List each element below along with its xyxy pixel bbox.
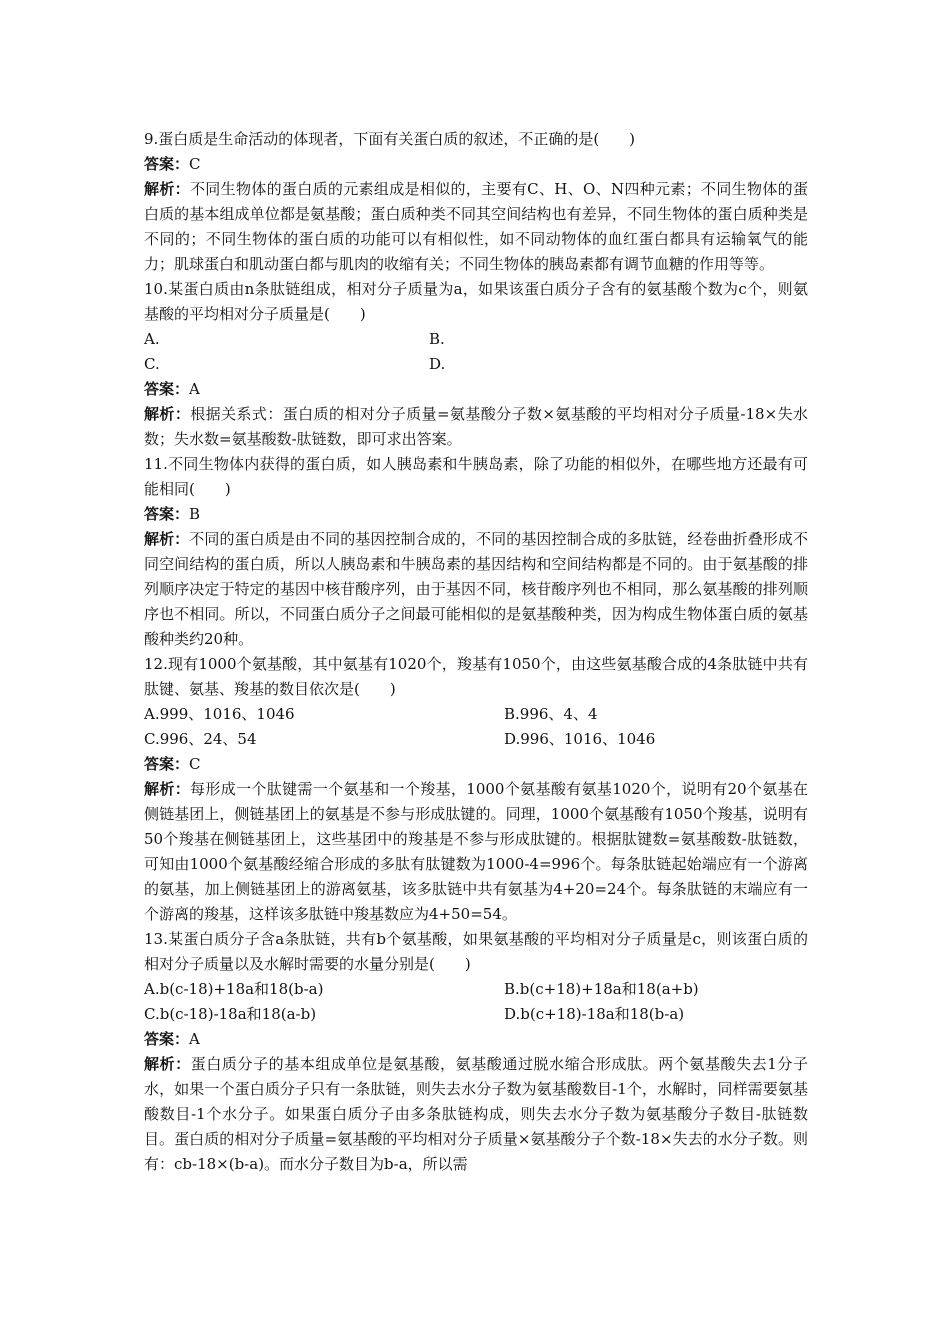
analysis-text: 蛋白质分子的基本组成单位是氨基酸，氨基酸通过脱水缩合形成肽。两个氨基酸失去1分子水，如果一个蛋白质分子只有一条肽链，则失去水分子数为氨基酸数目-1个，水解时，同样需要氨基酸数目-1个水分子。如果蛋白质分子由多条肽链构成，则失去水分子数为氨基酸分子数目-肽链数目。蛋白质的相对分子质量=氨基酸的平均相对分子质量×氨基酸分子个数-18×失去的水分子数。则有：cb-18×(b-a)。而水分子数目为b-a，所以需: [144, 1055, 808, 1173]
option-a: A.999、1016、1046: [144, 705, 295, 723]
question-stem: 12.现有1000个氨基酸，其中氨基有1020个，羧基有1050个，由这些氨基酸合成的4条肽链中共有肽键、氨基、羧基的数目依次是( ): [144, 655, 808, 698]
analysis-paragraph: [144, 777, 808, 927]
question-11: [144, 452, 808, 652]
analysis-paragraph: [144, 1052, 808, 1177]
option-b: B.996、4、4: [504, 705, 598, 723]
answer-value: A: [189, 380, 200, 398]
answer-line: [144, 752, 808, 777]
question-stem: 13.某蛋白质分子含a条肽链，共有b个氨基酸，如果氨基酸的平均相对分子质量是c，则该蛋白质的相对分子质量以及水解时需要的水量分别是( ): [144, 930, 808, 973]
analysis-text: 每形成一个肽键需一个氨基和一个羧基，1000个氨基酸有氨基1020个，说明有20个氨基在侧链基团上，侧链基团上的氨基是不参与形成肽键的。同理，1000个氨基酸有1050个羧基，说明有50个羧基在侧链基团上，这些基团中的羧基是不参与形成肽键的。根据肽键数=氨基酸数-肽链数，可知由1000个氨基酸经缩合形成的多肽有肽键数为1000-4=996个。每条肽链起始端应有一个游离的氨基，加上侧链基团上的游离氨基，该多肽链中共有氨基为4+20=24个。每条肽链的末端应有一个游离的羧基，这样该多肽链中羧基数应为4+50=54。: [144, 780, 808, 923]
option-c: C.b(c-18)-18a和18(a-b): [144, 1005, 317, 1023]
question-9: [144, 127, 808, 277]
analysis-label: 解析：: [144, 180, 190, 198]
option-d: D.: [429, 355, 446, 373]
question-12: [144, 652, 808, 927]
option-d: D.996、1016、1046: [504, 730, 656, 748]
analysis-text: 不同的蛋白质是由不同的基因控制合成的，不同的基因控制合成的多肽链，经卷曲折叠形成不同空间结构的蛋白质，所以人胰岛素和牛胰岛素的基因结构和空间结构都是不同的。由于氨基酸的排列顺序决定于特定的基因中核苷酸序列，由于基因不同，核苷酸序列也不相同，那么氨基酸的排列顺序也不相同。所以，不同蛋白质分子之间最可能相似的是氨基酸种类，因为构成生物体蛋白质的氨基酸种类约20种。: [144, 530, 808, 648]
answer-value: B: [189, 505, 201, 523]
question-10: [144, 277, 808, 452]
option-d: D.b(c+18)-18a和18(b-a): [504, 1005, 685, 1023]
answer-line: [144, 377, 808, 402]
option-grid: [144, 702, 808, 752]
answer-line: [144, 1027, 808, 1052]
option-a: A.: [144, 330, 160, 348]
answer-line: [144, 502, 808, 527]
option-c: C.: [144, 355, 160, 373]
analysis-label: 解析：: [144, 780, 191, 798]
analysis-paragraph: [144, 402, 808, 452]
answer-value: A: [189, 1030, 200, 1048]
question-stem: 9.蛋白质是生命活动的体现者，下面有关蛋白质的叙述，不正确的是( ): [144, 130, 636, 148]
analysis-label: 解析：: [144, 405, 191, 423]
analysis-label: 解析：: [144, 530, 190, 548]
analysis-text: 根据关系式：蛋白质的相对分子质量=氨基酸分子数×氨基酸的平均相对分子质量-18×失水数；失水数=氨基酸数-肽链数，即可求出答案。: [144, 405, 808, 448]
answer-label: 答案：: [144, 1030, 190, 1048]
question-stem: 10.某蛋白质由n条肽链组成，相对分子质量为a，如果该蛋白质分子含有的氨基酸个数为c个，则氨基酸的平均相对分子质量是( ): [144, 280, 808, 323]
option-a: A.b(c-18)+18a和18(b-a): [144, 980, 324, 998]
question-stem: 11.不同生物体内获得的蛋白质，如人胰岛素和牛胰岛素，除了功能的相似外，在哪些地方还最有可能相同( ): [144, 455, 808, 498]
answer-value: C: [189, 755, 201, 773]
question-13: [144, 927, 808, 1177]
document-page: [144, 127, 808, 1177]
option-c: C.996、24、54: [144, 730, 257, 748]
analysis-paragraph: [144, 177, 808, 277]
answer-label: 答案：: [144, 155, 190, 173]
analysis-text: 不同生物体的蛋白质的元素组成是相似的，主要有C、H、O、N四种元素；不同生物体的蛋白质的基本组成单位都是氨基酸；蛋白质种类不同其空间结构也有差异，不同生物体的蛋白质种类是不同的；不同生物体的蛋白质的功能可以有相似性，如不同动物体的血红蛋白都具有运输氧气的能力；肌球蛋白和肌动蛋白都与肌肉的收缩有关；不同生物体的胰岛素都有调节血糖的作用等等。: [144, 180, 808, 273]
answer-value: C: [189, 155, 201, 173]
option-b: B.: [429, 330, 445, 348]
option-grid: [144, 977, 808, 1027]
answer-label: 答案：: [144, 755, 190, 773]
option-b: B.b(c+18)+18a和18(a+b): [504, 980, 699, 998]
answer-line: [144, 152, 808, 177]
answer-label: 答案：: [144, 380, 190, 398]
analysis-label: 解析：: [144, 1055, 191, 1073]
option-grid: [144, 327, 808, 377]
analysis-paragraph: [144, 527, 808, 652]
answer-label: 答案：: [144, 505, 190, 523]
